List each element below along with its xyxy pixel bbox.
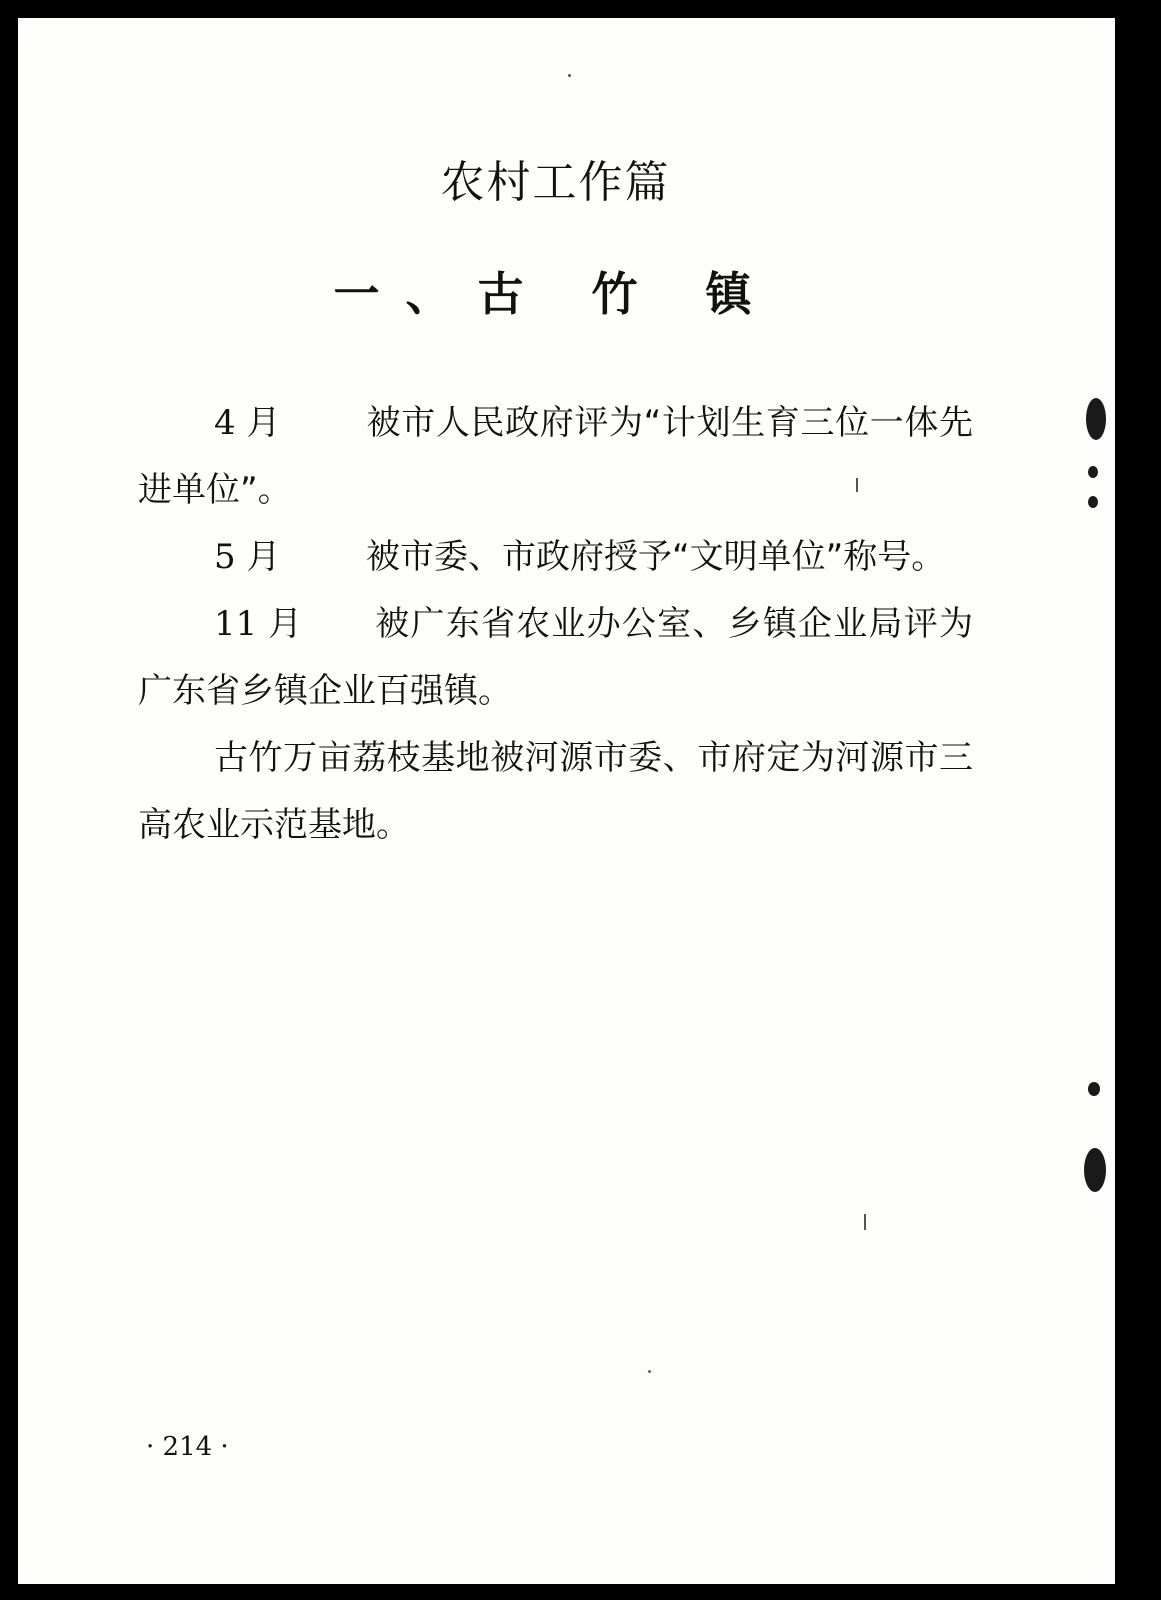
scan-speck [864, 1214, 866, 1230]
chapter-title: 农村工作篇 [440, 157, 671, 208]
entry-date: 4 月 [214, 403, 281, 443]
entry-date: 11 月 [214, 604, 303, 644]
binding-hole [1086, 398, 1106, 440]
binding-hole [1088, 1082, 1100, 1096]
entry-text: 古竹万亩荔枝基地被河源市委、市府定为河源市三高农业示范基地。 [138, 738, 973, 845]
book-page [18, 18, 1115, 1584]
scan-speck [648, 1370, 651, 1373]
entry-date: 5 月 [214, 537, 281, 577]
entries-list [138, 390, 973, 859]
entry-april [138, 390, 973, 524]
entry-text: 被广东省农业办公室、乡镇企业局评为广东省乡镇企业百强镇。 [138, 604, 973, 711]
page-number: · 214 · [146, 1432, 229, 1462]
entry-text: 被市人民政府评为“计划生育三位一体先进单位”。 [138, 403, 973, 510]
binding-hole [1084, 1148, 1106, 1192]
entry-text: 被市委、市政府授予“文明单位”称号。 [366, 537, 946, 577]
entry-may [138, 524, 973, 591]
section-title: 一、古 竹 镇 [333, 267, 778, 321]
binding-hole [1088, 496, 1098, 508]
binding-hole [1088, 466, 1098, 478]
entry-november [138, 591, 973, 725]
entry-lychee-base [138, 725, 973, 859]
scan-speck [568, 74, 571, 77]
scan-speck [856, 478, 858, 492]
